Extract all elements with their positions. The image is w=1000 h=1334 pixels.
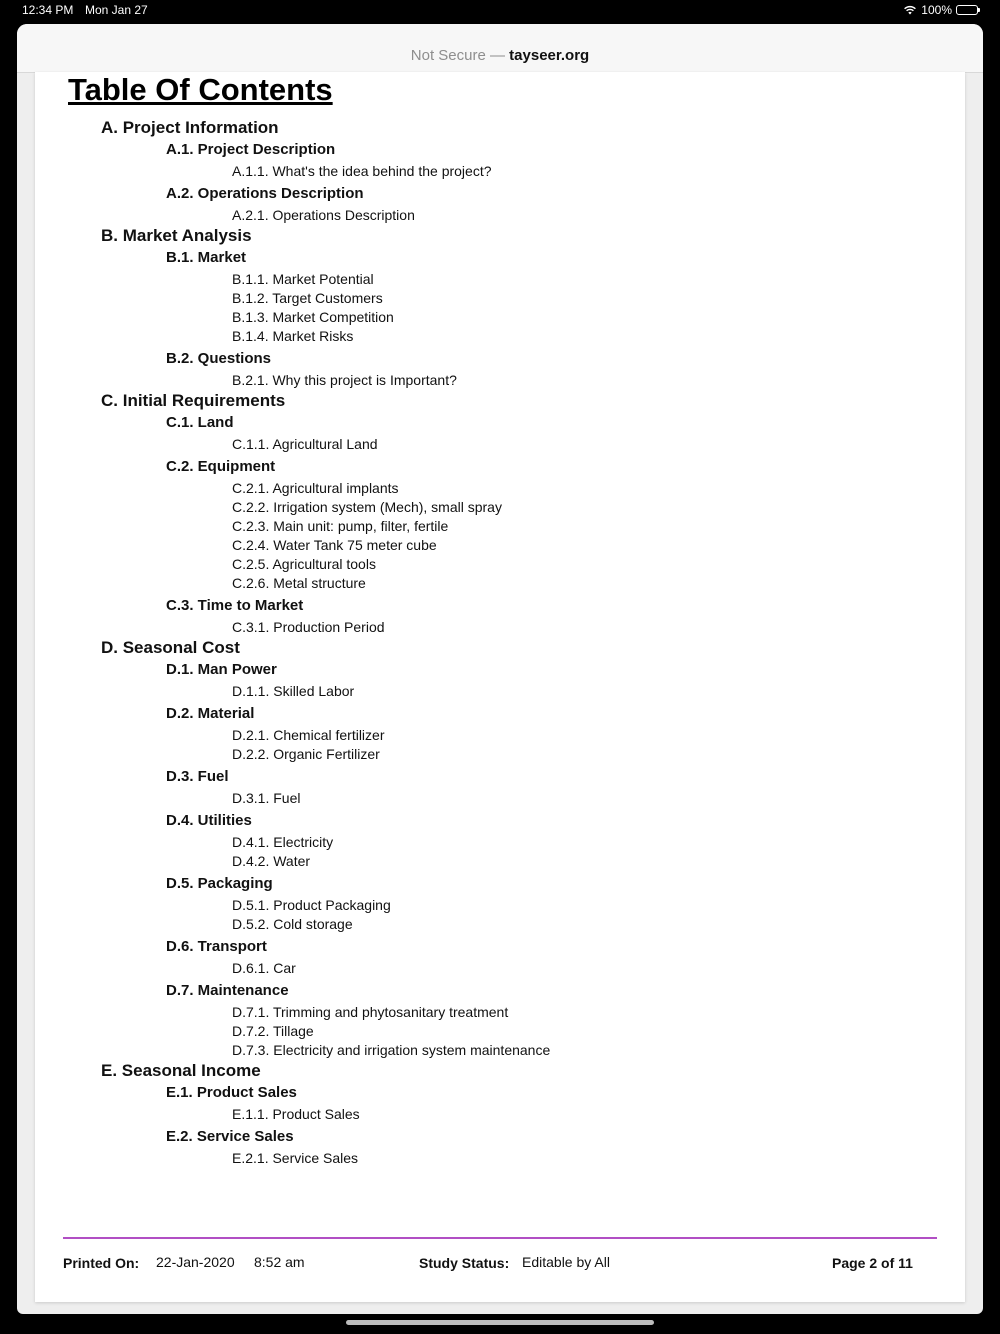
toc-entry-level-1[interactable]: D. Seasonal Cost [101, 638, 240, 657]
printed-on-label: Printed On: [63, 1255, 140, 1271]
toc-entry-level-3[interactable]: D.6.1. Car [232, 960, 296, 976]
toc-entry-level-2[interactable]: A.1. Project Description [166, 141, 336, 158]
toc-entry-level-3[interactable]: E.1.1. Product Sales [232, 1106, 360, 1122]
study-status-value: Editable by All [522, 1254, 610, 1270]
toc-entry-level-2[interactable]: C.3. Time to Market [166, 597, 304, 614]
table-of-contents [35, 117, 965, 1168]
address-bar[interactable] [17, 24, 983, 73]
toc-entry-level-3[interactable]: C.2.6. Metal structure [232, 575, 366, 591]
page-number: Page 2 of 11 [832, 1255, 913, 1271]
toc-entry-level-2[interactable]: C.1. Land [166, 414, 234, 431]
toc-entry-level-2[interactable]: C.2. Equipment [166, 458, 276, 475]
toc-entry-level-3[interactable]: C.1.1. Agricultural Land [232, 436, 378, 452]
domain-label: tayseer.org [509, 47, 590, 64]
toc-entry-level-3[interactable]: C.2.5. Agricultural tools [232, 556, 376, 572]
toc-entry-level-2[interactable]: D.5. Packaging [166, 875, 273, 892]
toc-entry-level-3[interactable]: B.1.1. Market Potential [232, 271, 374, 287]
toc-entry-level-3[interactable]: B.2.1. Why this project is Important? [232, 372, 457, 388]
status-date: Mon Jan 27 [85, 3, 148, 17]
toc-entry-level-3[interactable]: B.1.3. Market Competition [232, 309, 394, 325]
toc-entry-level-2[interactable]: D.7. Maintenance [166, 982, 289, 999]
toc-entry-level-2[interactable]: D.3. Fuel [166, 768, 229, 785]
status-bar [0, 0, 1000, 22]
toc-entry-level-2[interactable]: E.2. Service Sales [166, 1128, 294, 1145]
toc-entry-level-3[interactable]: D.3.1. Fuel [232, 790, 301, 806]
not-secure-label: Not Secure — [410, 47, 505, 64]
toc-entry-level-1[interactable]: B. Market Analysis [101, 226, 252, 245]
toc-entry-level-3[interactable]: D.7.2. Tillage [232, 1023, 314, 1039]
toc-entry-level-3[interactable]: C.2.2. Irrigation system (Mech), small spray [232, 499, 502, 515]
wifi-icon [903, 5, 917, 15]
toc-entry-level-3[interactable]: D.7.1. Trimming and phytosanitary treatment [232, 1004, 509, 1020]
toc-entry-level-3[interactable]: D.2.1. Chemical fertilizer [232, 727, 385, 743]
toc-entry-level-2[interactable]: D.4. Utilities [166, 812, 252, 829]
study-status-label: Study Status: [419, 1255, 510, 1271]
browser-window [17, 24, 983, 1314]
toc-entry-level-3[interactable]: D.1.1. Skilled Labor [232, 683, 355, 699]
status-right [903, 3, 978, 17]
toc-entry-level-3[interactable]: C.2.4. Water Tank 75 meter cube [232, 537, 437, 553]
page-title: Table Of Contents [68, 72, 333, 107]
printed-time: 8:52 am [254, 1254, 305, 1270]
toc-entry-level-3[interactable]: C.2.3. Main unit: pump, filter, fertile [232, 518, 449, 534]
toc-entry-level-2[interactable]: A.2. Operations Description [166, 185, 364, 202]
toc-entry-level-3[interactable]: D.4.2. Water [232, 853, 311, 869]
toc-entry-level-3[interactable]: D.5.2. Cold storage [232, 916, 353, 932]
toc-entry-level-3[interactable]: E.2.1. Service Sales [232, 1150, 359, 1166]
toc-entry-level-3[interactable]: D.7.3. Electricity and irrigation system maintenance [232, 1042, 551, 1058]
footer-divider [63, 1237, 937, 1239]
home-indicator[interactable] [346, 1320, 654, 1325]
toc-entry-level-1[interactable]: E. Seasonal Income [101, 1061, 261, 1080]
toc-entry-level-2[interactable]: E.1. Product Sales [166, 1084, 297, 1101]
toc-entry-level-2[interactable]: B.2. Questions [166, 350, 272, 367]
toc-entry-level-3[interactable]: C.3.1. Production Period [232, 619, 385, 635]
toc-entry-level-2[interactable]: D.1. Man Power [166, 661, 277, 678]
status-time: 12:34 PM [22, 3, 74, 17]
battery-icon [956, 5, 978, 15]
battery-percent: 100% [921, 3, 952, 17]
printed-date: 22-Jan-2020 [156, 1254, 235, 1270]
toc-entry-level-3[interactable]: D.4.1. Electricity [232, 834, 334, 850]
toc-entry-level-3[interactable]: A.1.1. What's the idea behind the project? [232, 163, 492, 179]
toc-entry-level-2[interactable]: D.6. Transport [166, 938, 267, 955]
toc-entry-level-1[interactable]: C. Initial Requirements [101, 391, 286, 410]
toc-entry-level-3[interactable]: D.2.2. Organic Fertilizer [232, 746, 380, 762]
document-page [35, 72, 965, 1302]
toc-entry-level-3[interactable]: A.2.1. Operations Description [232, 207, 415, 223]
toc-entry-level-3[interactable]: C.2.1. Agricultural implants [232, 480, 399, 496]
toc-entry-level-3[interactable]: B.1.2. Target Customers [232, 290, 383, 306]
toc-entry-level-2[interactable]: D.2. Material [166, 705, 255, 722]
toc-entry-level-2[interactable]: B.1. Market [166, 249, 247, 266]
toc-entry-level-3[interactable]: D.5.1. Product Packaging [232, 897, 391, 913]
toc-entry-level-3[interactable]: B.1.4. Market Risks [232, 328, 354, 344]
toc-entry-level-1[interactable]: A. Project Information [101, 118, 279, 137]
